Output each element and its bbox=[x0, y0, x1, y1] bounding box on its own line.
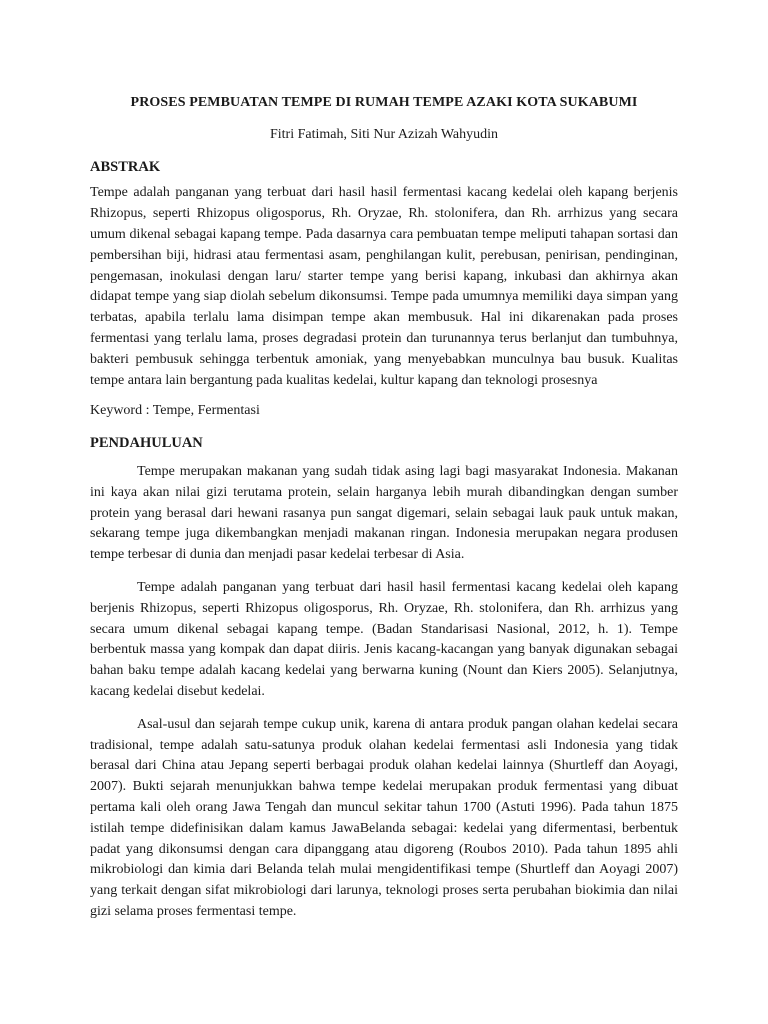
intro-paragraph-2: Tempe adalah panganan yang terbuat dari hasil hasil fermentasi kacang kedelai oleh kapang berjenis Rhizopus, seperti Rhizopus oligosporus, Rh. Oryzae, Rh. stolonifera, dan Rh. arrhizus yang secara umum dikenal sebagai kapang tempe. (Badan Standarisasi Nasional, 2012, h. 1). Tempe berbentuk massa yang kompak dan dapat diiris. Jenis kacang-kacangan yang banyak digunakan sebagai bahan baku tempe adalah kacang kedelai yang berwarna kuning (Nount dan Kiers 2005). Selanjutnya, kacang kedelai disebut kedelai. bbox=[90, 579, 678, 699]
paper-authors: Fitri Fatimah, Siti Nur Azizah Wahyudin bbox=[269, 126, 499, 142]
paper-title: PROSES PEMBUATAN TEMPE DI RUMAH TEMPE AZAKI KOTA SUKABUMI bbox=[130, 95, 638, 110]
intro-heading: PENDAHULUAN bbox=[90, 435, 203, 452]
keywords-line: Keyword : Tempe, Fermentasi bbox=[90, 403, 260, 419]
abstract-text: Tempe adalah panganan yang terbuat dari hasil hasil fermentasi kacang kedelai oleh kapang berjenis Rhizopus, seperti Rhizopus oligosporus, Rh. Oryzae, Rh. stolonifera, dan Rh. arrhizus yang secara umum dikenal sebagai kapang tempe. Pada dasarnya cara pembuatan tempe meliputi tahapan sortasi dan pembersihan biji, hidrasi atau fermentasi asam, penghilangan kulit, perebusan, penirisan, pendinginan, pengemasan, inokulasi dengan laru/ starter tempe yang berisi kapang, inkubasi dan akhirnya akan didapat tempe yang siap diolah sebelum dikonsumsi. Tempe pada umumnya memiliki daya simpan yang terbatas, apabila terlalu lama disimpan tempe akan membusuk. Hal ini dikarenakan pada proses fermentasi yang terlalu lama, proses degradasi protein dan turunannya terus berlanjut dan tumbuhnya, bakteri pembusuk sehingga terbentuk amoniak, yang menyebabkan munculnya bau busuk. Kualitas tempe antara lain bergantung pada kualitas kedelai, kultur kapang dan teknologi prosesnya bbox=[90, 185, 678, 388]
intro-paragraph-1: Tempe merupakan makanan yang sudah tidak asing lagi bagi masyarakat Indonesia. Makanan ini kaya akan nilai gizi terutama protein, selain harganya lebih murah dibandingkan dengan sumber protein yang berasal dari hewani rasanya pun sangat digemari, selain sebagai lauk pauk untuk makan, sekarang tempe juga dikembangkan menjadi makanan ringan. Indonesia merupakan negara produsen tempe terbesar di dunia dan menjadi pasar kedelai terbesar di Asia. bbox=[90, 463, 678, 563]
abstract-heading: ABSTRAK bbox=[90, 158, 161, 175]
intro-paragraph-3: Asal-usul dan sejarah tempe cukup unik, karena di antara produk pangan olahan kedelai secara tradisional, tempe adalah satu-satunya produk olahan kedelai fermentasi asli Indonesia yang tidak berasal dari China atau Jepang seperti berbagai produk olahan kedelai lainnya (Shurtleff dan Aoyagi, 2007). Bukti sejarah menunjukkan bahwa tempe kedelai merupakan produk fermentasi yang dibuat pertama kali oleh orang Jawa Tengah dan muncul sekitar tahun 1700 (Astuti 1996). Pada tahun 1875 istilah tempe didefinisikan dalam kamus JawaBelanda sebagai: kedelai yang difermentasi, berbentuk padat yang dikonsumsi dengan cara dipanggang atau digoreng (Roubos 2010). Pada tahun 1895 ahli mikrobiologi dan kimia dari Belanda telah mulai mengidentifikasi tempe (Shurtleff dan Aoyagi 2007) yang terkait dengan sifat mikrobiologi dari larunya, teknologi proses serta perubahan biokimia dan nilai gizi selama proses fermentasi tempe. bbox=[90, 716, 678, 919]
